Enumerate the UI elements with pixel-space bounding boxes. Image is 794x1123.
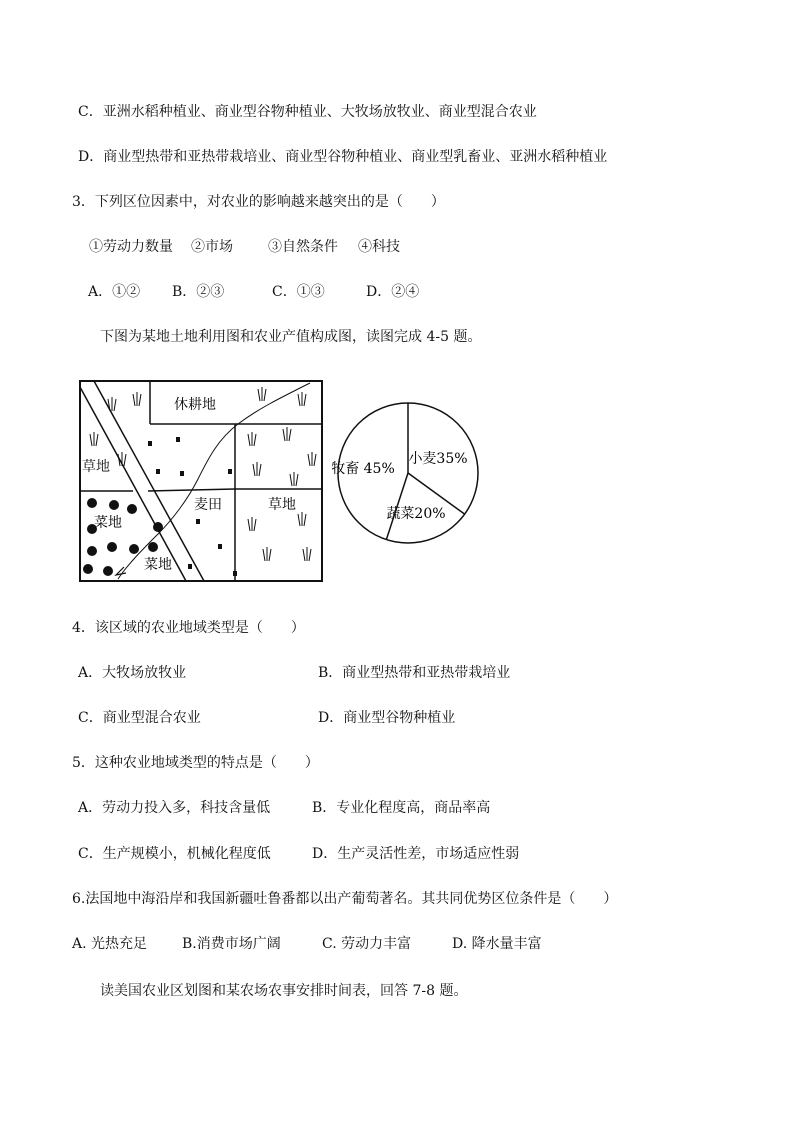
label-grass-right: 草地 xyxy=(268,497,296,513)
q4-option-b: B．商业型热带和亚热带栽培业 xyxy=(318,665,511,681)
q6-option-c: C. 劳动力丰富 xyxy=(322,936,412,952)
q5-option-c: C．生产规模小，机械化程度低 xyxy=(78,846,271,862)
pie-label-小麦: 小麦35% xyxy=(408,451,468,467)
q4-stem: 4．该区域的农业地域类型是（ ） xyxy=(72,620,305,636)
q5-stem: 5．这种农业地域类型的特点是（ ） xyxy=(72,755,319,771)
wheat-symbols xyxy=(148,437,237,576)
q3-option-b: B．②③ xyxy=(172,284,225,300)
label-fallow: 休耕地 xyxy=(174,397,216,413)
figure-svg xyxy=(78,379,498,589)
q5-option-b: B．专业化程度高，商品率高 xyxy=(312,800,491,816)
land-use-figure xyxy=(78,379,498,593)
pie-label-牧畜: 牧畜 45% xyxy=(331,461,395,477)
grass-symbols xyxy=(90,387,316,561)
q3-option-c: C．①③ xyxy=(272,284,325,300)
q4-option-d: D．商业型谷物种植业 xyxy=(318,710,456,726)
q3-factor-1: ①劳动力数量 xyxy=(89,239,173,255)
q3-factor-4: ④科技 xyxy=(358,239,400,255)
label-veg-left: 菜地 xyxy=(94,515,122,531)
pie-chart xyxy=(331,403,478,543)
intro-7-8: 读美国农业区划图和某农场农事安排时间表，回答 7-8 题。 xyxy=(100,983,468,999)
q3-factor-2: ②市场 xyxy=(191,239,233,255)
q6-option-a: A. 光热充足 xyxy=(72,936,148,952)
q5-option-a: A．劳动力投入多，科技含量低 xyxy=(78,800,271,816)
q3-factor-3: ③自然条件 xyxy=(268,239,338,255)
pie-label-蔬菜: 蔬菜20% xyxy=(386,506,446,522)
q5-option-d: D．生产灵活性差，市场适应性弱 xyxy=(312,846,520,862)
q3-option-a: A．①② xyxy=(88,284,141,300)
q6-option-d: D. 降水量丰富 xyxy=(452,936,542,952)
label-wheat: 麦田 xyxy=(194,497,222,513)
label-veg-bottom: 菜地 xyxy=(144,557,172,573)
q3-option-d: D．②④ xyxy=(366,284,420,300)
intro-4-5: 下图为某地土地利用图和农业产值构成图，读图完成 4-5 题。 xyxy=(100,329,482,345)
q6-stem: 6.法国地中海沿岸和我国新疆吐鲁番都以出产葡萄著名。其共同优势区位条件是（ ） xyxy=(72,891,618,907)
q4-option-c: C．商业型混合农业 xyxy=(78,710,201,726)
q2-option-d: D．商业型热带和亚热带栽培业、商业型谷物种植业、商业型乳畜业、亚洲水稻种植业 xyxy=(78,149,608,165)
q6-option-b: B.消费市场广阔 xyxy=(182,936,281,952)
q3-stem: 3．下列区位因素中，对农业的影响越来越突出的是（ ） xyxy=(72,194,445,210)
q4-option-a: A．大牧场放牧业 xyxy=(78,665,187,681)
label-grass-left: 草地 xyxy=(82,459,110,475)
q2-option-c: C．亚洲水稻种植业、商业型谷物种植业、大牧场放牧业、商业型混合农业 xyxy=(78,104,537,120)
